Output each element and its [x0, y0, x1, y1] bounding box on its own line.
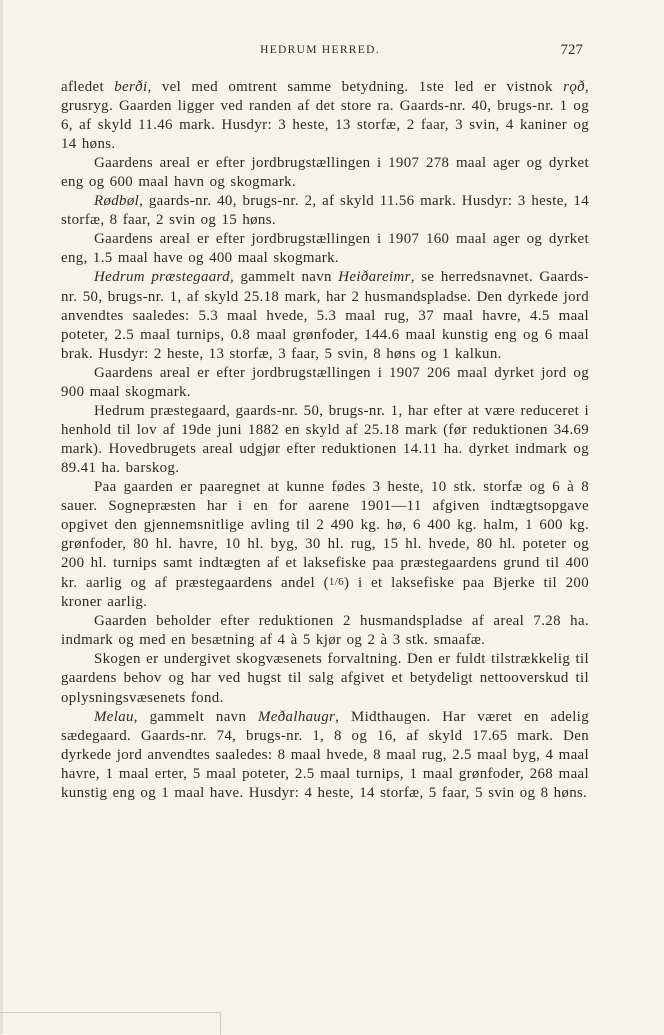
fraction: 1/6 [328, 576, 345, 589]
paragraph [61, 708, 589, 803]
text-run: Skogen er undergivet skogvæsenets forvaltning. Den er fuldt tilstrækkelig til gaardens behov og har ved hugst til salg afgivet et betydeligt nettooverskud til oplysningsvæsenets fond. [61, 651, 589, 706]
paragraph [61, 230, 589, 268]
paragraph [61, 612, 589, 650]
text-run: Paa gaarden er paaregnet at kunne fødes 3 heste, 10 stk. storfæ og 6 à 8 sauer. Sognepræsten har i en for aarene 1901—11 afgiven indtægtsopgave opgivet den gjennemsnitlige avling til 2 490 kg. hø, 6 400 kg. halm, 1 600 kg. grønfoder, 80 hl. havre, 10 hl. byg, 30 hl. rug, 15 hl. hvede, 80 hl. poteter og 200 hl. turnips samt indtægten af et laksefiske paa præstegaardens grund til 400 kr. aarlig og af præstegaardens andel ( [61, 478, 589, 592]
italic-name: rǫð [563, 79, 585, 95]
italic-name: Melau [94, 708, 134, 725]
paragraph [61, 478, 589, 612]
italic-name: berði [114, 79, 148, 95]
paragraph [61, 192, 589, 230]
text-run: Gaardens areal er efter jordbrugstællingen i 1907 278 maal ager og dyrket eng og 600 maal havn og skogmark. [61, 155, 589, 191]
paragraph [61, 268, 589, 363]
text-run: Gaarden beholder efter reduktionen 2 husmandspladse af areal 7.28 ha. indmark og med en besætning af 4 à 5 kjør og 2 à 3 stk. smaafæ. [61, 613, 589, 649]
text-run: , vel med omtrent samme betydning. 1ste led er vistnok [147, 79, 564, 95]
text-run: , se herredsnavnet. Gaards-nr. 50, brugs-nr. 1, af skyld 25.18 mark, har 2 husmandspladse. Den dyrkede jord anvendtes saaledes: 5.3 maal hvede, 5.3 maal rug, 37 maal havre, 4.5 maal poteter, 2.5 maal turnips, 0.8 maal grønfoder, 144.6 maal kunstig eng og 6 maal brak. Husdyr: 2 heste, 13 storfæ, 3 faar, 5 svin, 8 høns og 1 kalkun. [61, 269, 589, 362]
paragraph [61, 78, 589, 154]
italic-name: Meðalhaugr [258, 708, 336, 725]
italic-name: Hedrum præstegaard [94, 269, 230, 286]
body-text [61, 78, 589, 803]
scan-artifact [0, 1012, 221, 1035]
text-run: , Midthaugen. Har været en adelig sædegaard. Gaards-nr. 74, brugs-nr. 1, 8 og 16, af skyld 17.65 mark. Den dyrkede jord anvendtes saaledes: 8 maal hvede, 8 maal rug, 2.5 maal byg, 4 maal havre, 1 maal erter, 5 maal poteter, 2.5 maal turnips, 1 maal grønfoder, 268 maal kunstig eng og 1 maal have. Husdyr: 4 heste, 14 storfæ, 5 faar, 5 svin og 8 høns. [61, 708, 589, 801]
text-run: Gaardens areal er efter jordbrugstællingen i 1907 206 maal dyrket jord og 900 maal skogmark. [61, 364, 589, 400]
page-number: 727 [560, 42, 583, 58]
paragraph [61, 154, 589, 192]
paragraph [61, 650, 589, 707]
page-edge [0, 0, 3, 1034]
text-run: afledet [61, 79, 115, 95]
text-run: Hedrum præstegaard, gaards-nr. 50, brugs-nr. 1, har efter at være reduceret i henhold til lov af 19de juni 1882 en skyld af 25.18 mark (før reduktionen 34.69 mark). Hovedbrugets areal udgjør efter reduktionen 14.11 ha. dyrket indmark og 89.41 ha. barskog. [61, 402, 589, 476]
text-run: , gammelt navn [133, 708, 259, 725]
paragraph [61, 364, 589, 402]
text-run: , grusryg. Gaarden ligger ved randen af det store ra. Gaards-nr. 40, brugs-nr. 1 og 6, af skyld 11.46 mark. Husdyr: 3 heste, 13 storfæ, 2 faar, 3 svin, 4 kaniner og 14 høns. [61, 79, 589, 153]
text-run: , gaards-nr. 40, brugs-nr. 2, af skyld 11.56 mark. Husdyr: 3 heste, 14 storfæ, 8 faar, 2 svin og 15 høns. [61, 193, 589, 229]
italic-name: Heiðareimr [338, 269, 411, 286]
running-head [60, 42, 583, 64]
text-run: , gammelt navn [229, 269, 339, 286]
running-title: HEDRUM HERRED. [260, 44, 380, 56]
text-run: ) i et laksefiske paa Bjerke til 200 kroner aarlig. [61, 575, 589, 611]
text-run: Gaardens areal er efter jordbrugstællingen i 1907 160 maal ager og dyrket eng, 1.5 maal have og 400 maal skogmark. [61, 231, 589, 267]
paragraph [61, 402, 589, 478]
italic-name: Rødbøl [94, 193, 140, 210]
